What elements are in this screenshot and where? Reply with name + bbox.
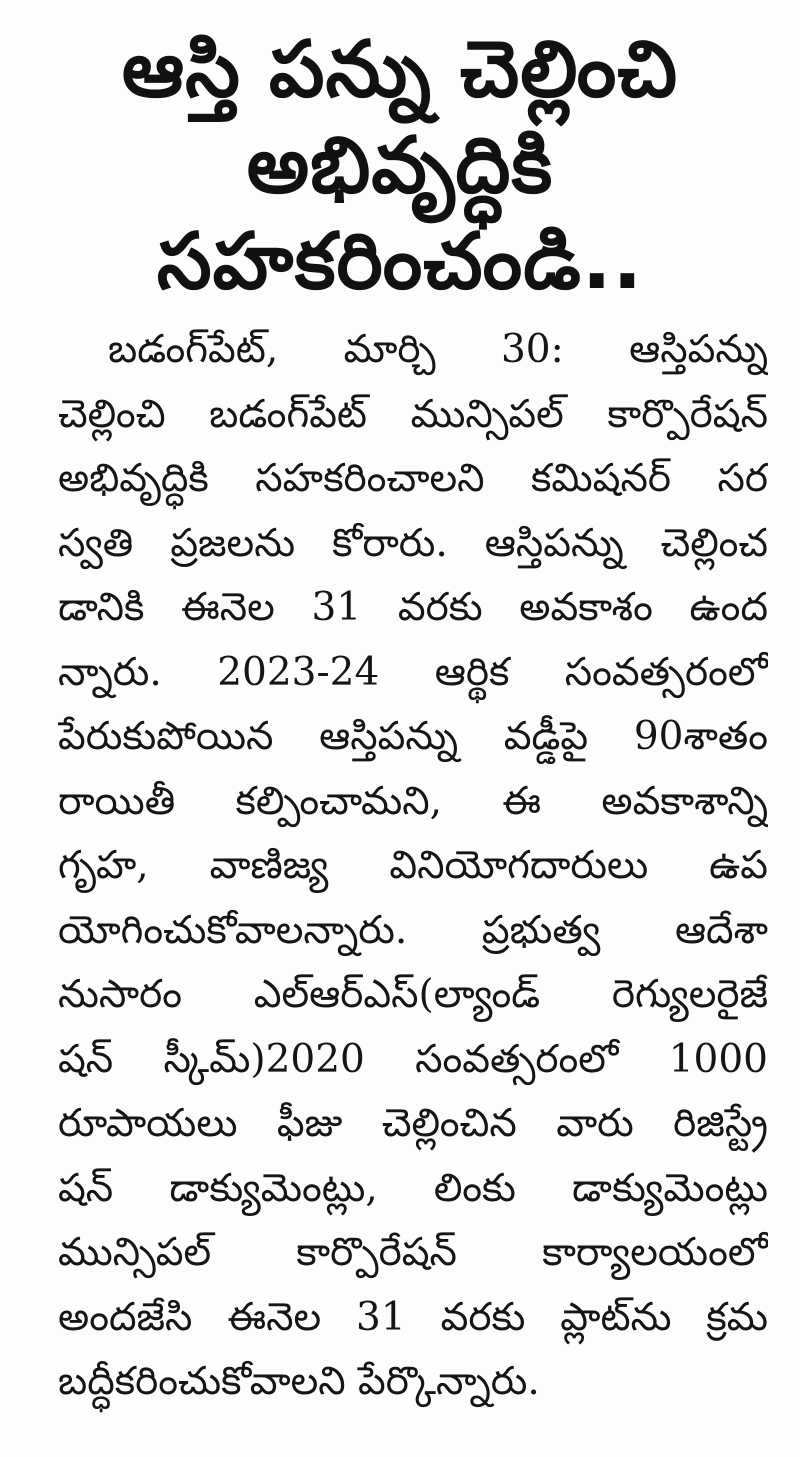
- headline-line-3: సహకరించండి..: [156, 217, 644, 307]
- body-line-10: యోగించుకోవాలన్నారు. ప్రభుత్వ ఆదేశా: [58, 907, 768, 953]
- body-line-4: స్వతి ప్రజలను కోరారు. ఆస్తిపన్ను చెల్లించ: [58, 520, 768, 566]
- headline-line-2: అభివృద్ధికి: [246, 121, 554, 211]
- body-line-12: షన్ స్కీమ్)2020 సంవత్సరంలో 1000: [58, 1036, 768, 1082]
- body-line-9: గృహ, వాణిజ్య వినియోగదారులు ఉప: [58, 843, 768, 888]
- body-line-6: న్నారు. 2023-24 ఆర్థిక సంవత్సరంలో: [58, 649, 768, 695]
- body-line-8: రాయితీ కల్పించామని, ఈ అవకాశాన్ని: [58, 778, 768, 824]
- body-line-13: రూపాయలు ఫీజు చెల్లించిన వారు రిజిస్ట్రే: [58, 1101, 768, 1146]
- body-line-16: అందజేసి ఈనెల 31 వరకు ప్లాట్‌ను క్రమ: [58, 1294, 768, 1340]
- body-line-3: అభివృద్ధికి సహకరించాలని కమిషనర్ సర: [58, 456, 768, 501]
- headline: [40, 22, 760, 310]
- body-line-11: నుసారం ఎల్‌ఆర్‌ఎస్(ల్యాండ్ రెగ్యులరైజే: [58, 972, 768, 1017]
- body-line-17: బద్ధీకరించుకోవాలని పేర్కొన్నారు.: [58, 1359, 540, 1404]
- body-line-14: షన్ డాక్యుమెంట్లు, లింకు డాక్యుమెంట్లు: [58, 1165, 768, 1211]
- body-line-2: చెల్లించి బడంగ్‌పేట్ మున్సిపల్ కార్పొరేషన్: [58, 391, 768, 437]
- article-body: [58, 318, 768, 1415]
- headline-line-1: ఆస్తి పన్ను చెల్లించి: [121, 25, 679, 115]
- body-line-5: డానికి ఈనెల 31 వరకు అవకాశం ఉంద: [58, 585, 768, 630]
- body-line-7: పేరుకుపోయిన ఆస్తిపన్ను వడ్డీపై 90శాతం: [58, 714, 768, 759]
- body-line-1: బడంగ్‌పేట్, మార్చి 30: ఆస్తిపన్ను: [108, 327, 768, 372]
- body-line-15: మున్సిపల్ కార్పొరేషన్ కార్యాలయంలో: [58, 1230, 768, 1275]
